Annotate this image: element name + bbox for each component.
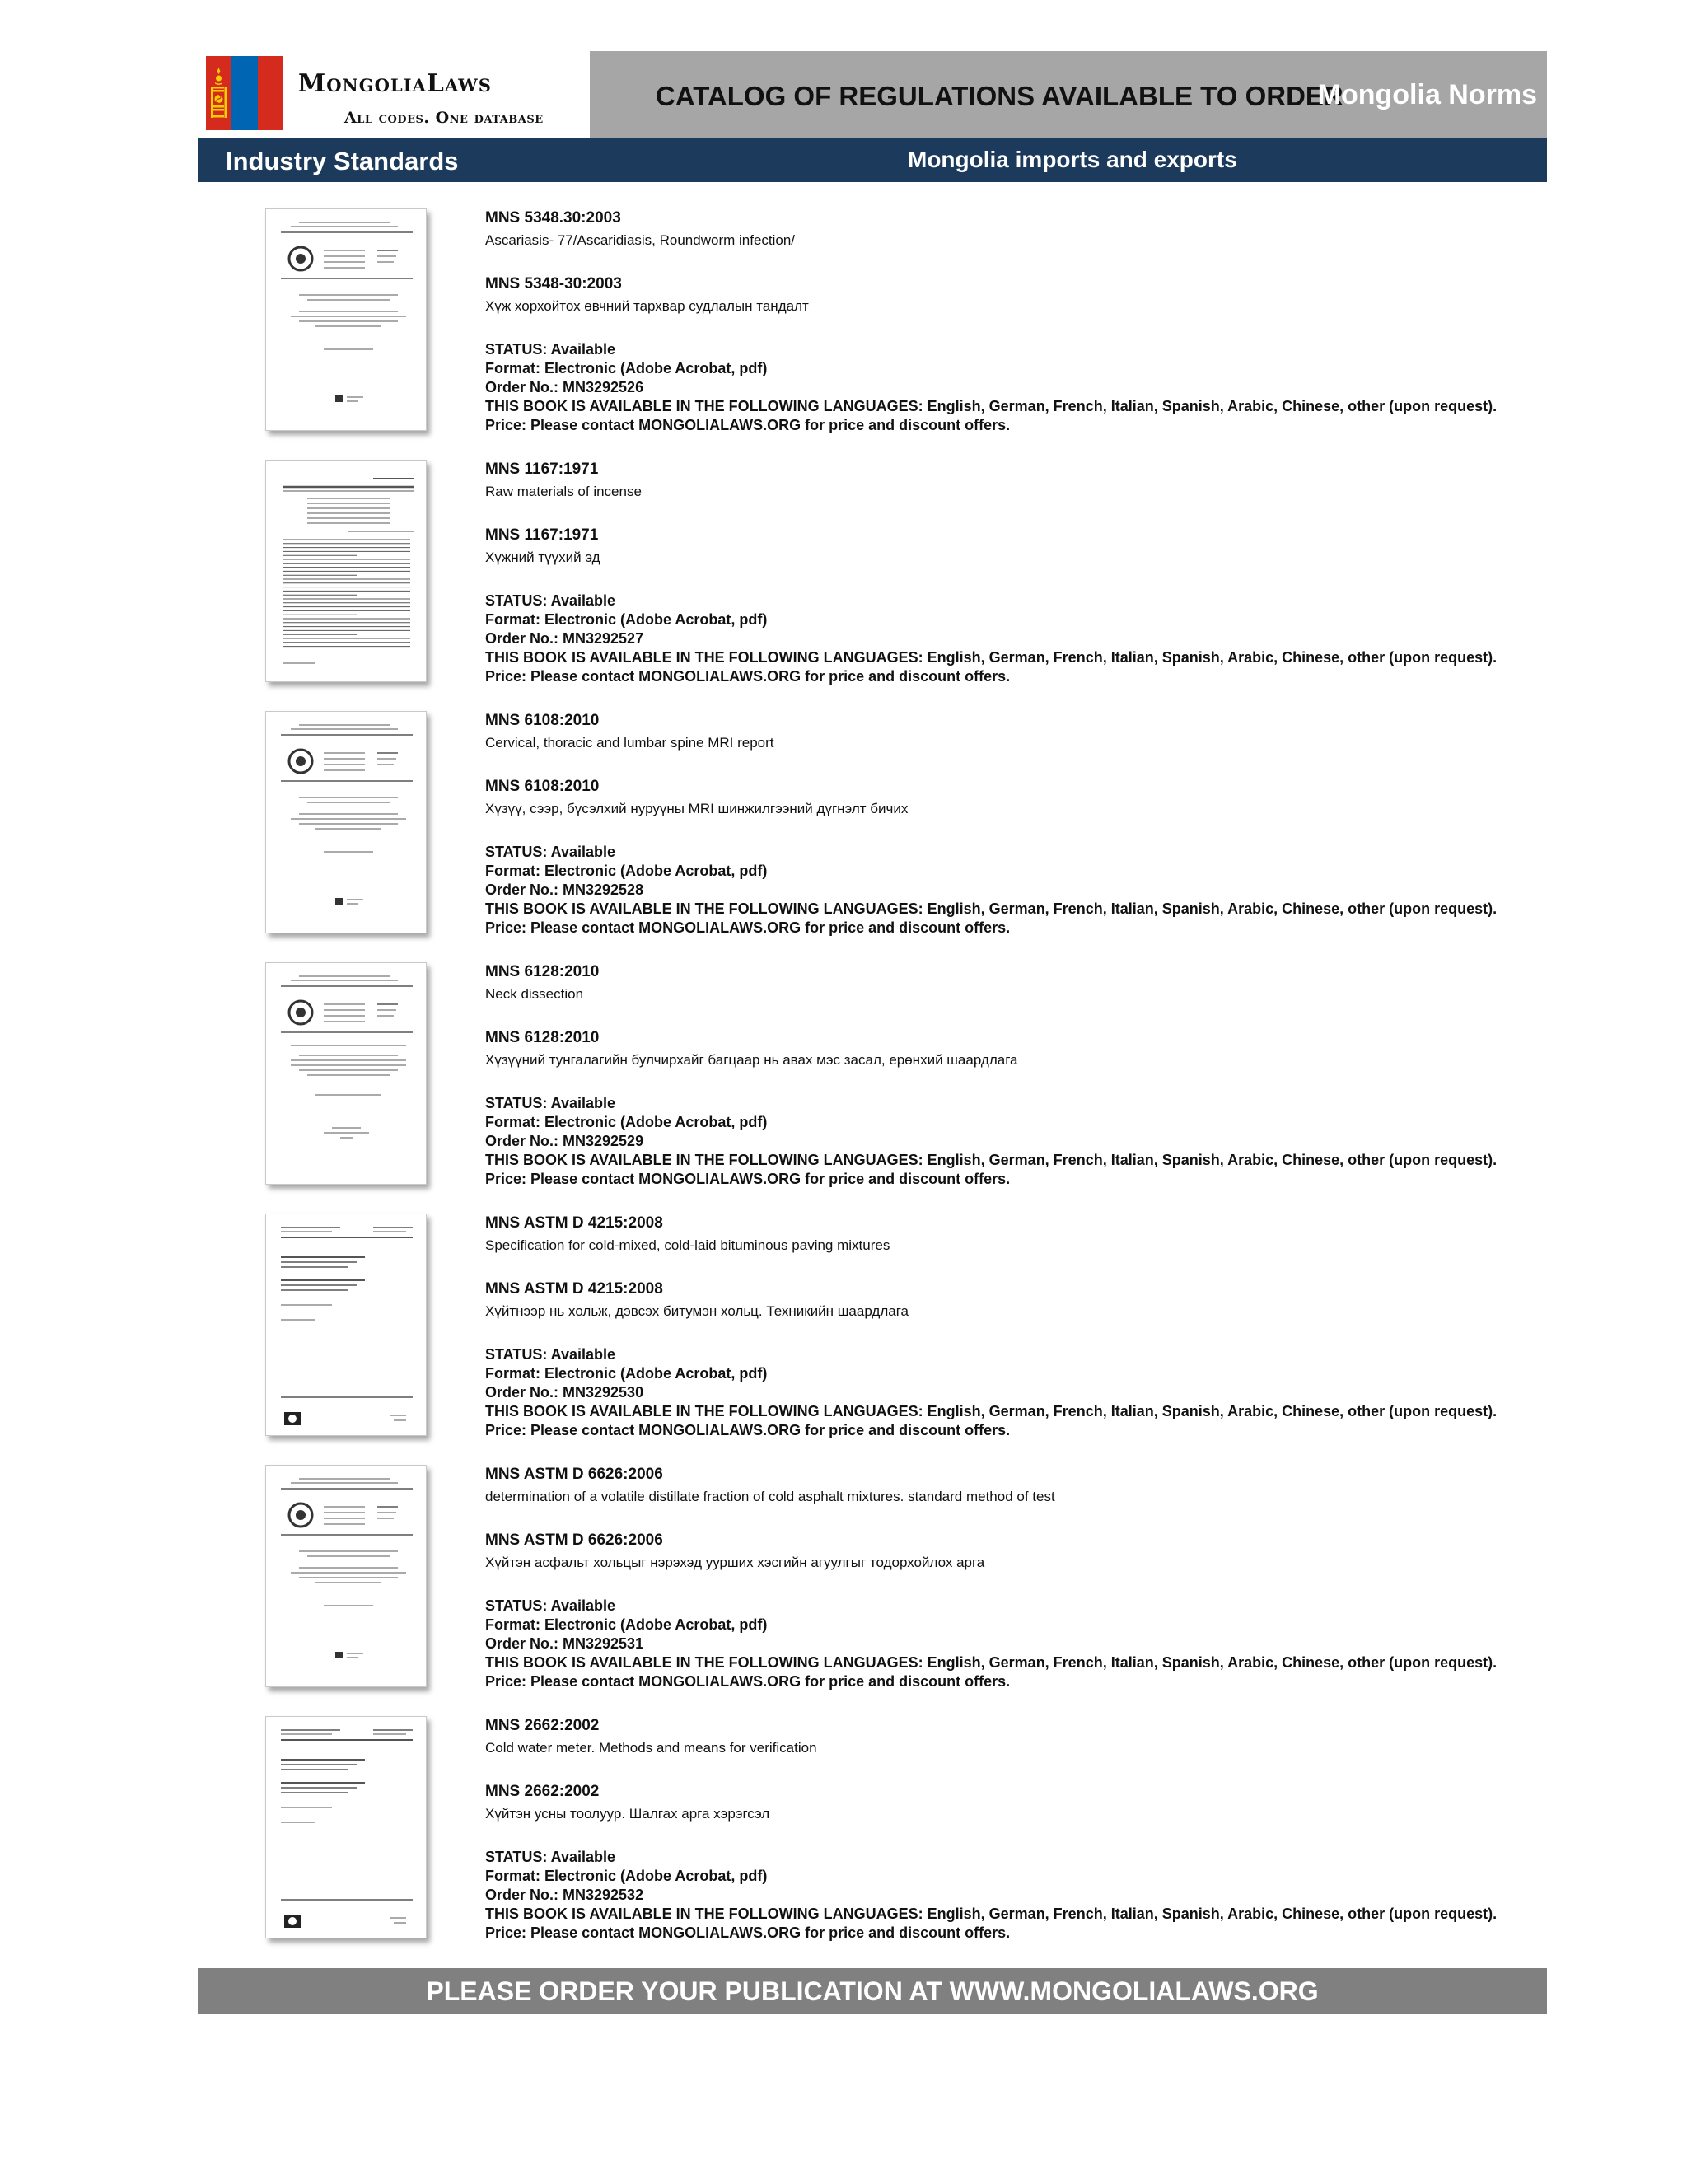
- standard-code-mn: MNS 5348-30:2003: [485, 275, 622, 292]
- standard-code-en[interactable]: MNS 5348.30:2003: [485, 209, 621, 227]
- entry-details: [485, 208, 1556, 435]
- price-text: Price: Please contact MONGOLIALAWS.ORG for price and discount offers.: [485, 1171, 1011, 1187]
- document-cover-thumbnail[interactable]: [265, 208, 427, 431]
- subsection-title: Mongolia imports and exports: [908, 147, 1237, 172]
- catalog-entry: [0, 1716, 1687, 1963]
- mongolia-flag-icon: [206, 56, 283, 130]
- standard-code-en[interactable]: MNS 2662:2002: [485, 1717, 600, 1734]
- format-text: Format: Electronic (Adobe Acrobat, pdf): [485, 1616, 768, 1633]
- standard-title-mn: Хүйтэн асфальт хольцыг нэрэхэд уурших хэсгийн агуулгыг тодорхойлох арга: [485, 1555, 985, 1570]
- languages-text: THIS BOOK IS AVAILABLE IN THE FOLLOWING LANGUAGES: English, German, French, Italian, Spanish, Arabic, Chinese, other (upon request).: [485, 398, 1498, 414]
- status-text: STATUS: Available: [485, 592, 616, 609]
- standard-code-en[interactable]: MNS 1167:1971: [485, 461, 599, 478]
- order-number: Order No.: MN3292530: [485, 1384, 644, 1401]
- entry-details: [485, 460, 1556, 686]
- price-text: Price: Please contact MONGOLIALAWS.ORG for price and discount offers.: [485, 919, 1011, 936]
- status-text: STATUS: Available: [485, 1849, 616, 1865]
- standard-code-en[interactable]: MNS ASTM D 4215:2008: [485, 1214, 663, 1232]
- document-cover-thumbnail[interactable]: [265, 1716, 427, 1938]
- order-number: Order No.: MN3292527: [485, 630, 644, 647]
- price-text: Price: Please contact MONGOLIALAWS.ORG for price and discount offers.: [485, 668, 1011, 685]
- catalog-entry: [0, 460, 1687, 707]
- standard-title-mn: Хүзүүний тунгалагийн булчирхайг багцаар нь авах мэс засал, ерөнхий шаардлага: [485, 1052, 1018, 1068]
- catalog-banner: [590, 51, 1547, 138]
- status-text: STATUS: Available: [485, 1346, 616, 1363]
- standard-title-en: Cervical, thoracic and lumbar spine MRI report: [485, 735, 774, 751]
- document-cover-thumbnail[interactable]: [265, 1214, 427, 1436]
- brand-name: MongoliaLaws: [298, 69, 492, 98]
- standard-title-mn: Хүзүү, сээр, бүсэлхий нуруүны MRI шинжилгээний дүгнэлт бичих: [485, 801, 909, 816]
- format-text: Format: Electronic (Adobe Acrobat, pdf): [485, 863, 768, 879]
- languages-text: THIS BOOK IS AVAILABLE IN THE FOLLOWING LANGUAGES: English, German, French, Italian, Spanish, Arabic, Chinese, other (upon request).: [485, 1403, 1498, 1419]
- order-number: Order No.: MN3292531: [485, 1635, 644, 1652]
- languages-text: THIS BOOK IS AVAILABLE IN THE FOLLOWING LANGUAGES: English, German, French, Italian, Spanish, Arabic, Chinese, other (upon request).: [485, 1152, 1498, 1168]
- document-cover-thumbnail[interactable]: [265, 711, 427, 933]
- status-text: STATUS: Available: [485, 1597, 616, 1614]
- standard-title-en: Neck dissection: [485, 986, 584, 1002]
- standard-code-en[interactable]: MNS 6128:2010: [485, 963, 600, 980]
- standard-title-en: Specification for cold-mixed, cold-laid bituminous paving mixtures: [485, 1237, 890, 1253]
- document-cover-thumbnail[interactable]: [265, 1465, 427, 1687]
- region-label: Mongolia Norms: [1317, 79, 1537, 110]
- standard-code-en[interactable]: MNS ASTM D 6626:2006: [485, 1466, 663, 1483]
- languages-text: THIS BOOK IS AVAILABLE IN THE FOLLOWING LANGUAGES: English, German, French, Italian, Spanish, Arabic, Chinese, other (upon request).: [485, 1906, 1498, 1922]
- soyombo-icon: [210, 68, 227, 119]
- order-number: Order No.: MN3292529: [485, 1133, 644, 1149]
- section-title: Industry Standards: [226, 147, 459, 175]
- entry-details: [485, 1716, 1556, 1943]
- format-text: Format: Electronic (Adobe Acrobat, pdf): [485, 611, 768, 628]
- price-text: Price: Please contact MONGOLIALAWS.ORG for price and discount offers.: [485, 1422, 1011, 1438]
- price-text: Price: Please contact MONGOLIALAWS.ORG for price and discount offers.: [485, 1673, 1011, 1690]
- section-bar: [198, 138, 1547, 182]
- format-text: Format: Electronic (Adobe Acrobat, pdf): [485, 1365, 768, 1382]
- standard-code-en[interactable]: MNS 6108:2010: [485, 712, 600, 729]
- catalog-entry: [0, 208, 1687, 456]
- document-cover-thumbnail[interactable]: [265, 460, 427, 682]
- languages-text: THIS BOOK IS AVAILABLE IN THE FOLLOWING LANGUAGES: English, German, French, Italian, Spanish, Arabic, Chinese, other (upon request).: [485, 900, 1498, 917]
- order-number: Order No.: MN3292526: [485, 379, 644, 395]
- standard-code-mn: MNS 6108:2010: [485, 778, 600, 795]
- entry-details: [485, 1214, 1556, 1440]
- status-text: STATUS: Available: [485, 844, 616, 860]
- order-number: Order No.: MN3292532: [485, 1887, 644, 1903]
- standard-code-mn: MNS ASTM D 6626:2006: [485, 1532, 663, 1549]
- status-text: STATUS: Available: [485, 341, 616, 358]
- standard-title-en: Cold water meter. Methods and means for verification: [485, 1740, 817, 1756]
- standard-code-mn: MNS 1167:1971: [485, 526, 599, 544]
- standard-code-mn: MNS ASTM D 4215:2008: [485, 1280, 663, 1298]
- catalog-entry: [0, 1465, 1687, 1712]
- catalog-entry: [0, 711, 1687, 958]
- standard-title-en: determination of a volatile distillate fraction of cold asphalt mixtures. standard method of test: [485, 1489, 1055, 1504]
- standard-title-mn: Хүжний түүхий эд: [485, 550, 600, 565]
- document-cover-thumbnail[interactable]: [265, 962, 427, 1185]
- price-text: Price: Please contact MONGOLIALAWS.ORG for price and discount offers.: [485, 417, 1011, 433]
- order-number: Order No.: MN3292528: [485, 882, 644, 898]
- catalog-title: CATALOG OF REGULATIONS AVAILABLE TO ORDER: [656, 81, 1344, 111]
- standard-title-mn: Хүйтнээр нь хольж, дэвсэх битумэн хольц. Техникийн шаардлага: [485, 1303, 909, 1319]
- catalog-entry: [0, 1214, 1687, 1461]
- brand-logo[interactable]: [198, 51, 590, 138]
- format-text: Format: Electronic (Adobe Acrobat, pdf): [485, 360, 768, 376]
- catalog-entry: [0, 962, 1687, 1209]
- standard-title-mn: Хүйтэн усны тоолуур. Шалгах арга хэрэгсэл: [485, 1806, 770, 1822]
- entry-details: [485, 962, 1556, 1189]
- standard-title-en: Ascariasis- 77/Ascaridiasis, Roundworm infection/: [485, 232, 796, 248]
- format-text: Format: Electronic (Adobe Acrobat, pdf): [485, 1868, 768, 1884]
- status-text: STATUS: Available: [485, 1095, 616, 1111]
- price-text: Price: Please contact MONGOLIALAWS.ORG for price and discount offers.: [485, 1924, 1011, 1941]
- order-footer-banner[interactable]: PLEASE ORDER YOUR PUBLICATION AT WWW.MONGOLIALAWS.ORG: [198, 1968, 1547, 2014]
- standard-title-en: Raw materials of incense: [485, 484, 642, 499]
- entry-details: [485, 711, 1556, 938]
- brand-tagline: All codes. One database: [344, 109, 544, 127]
- standard-title-mn: Хүж хорхойтох өвчний тархвар судлалын тандалт: [485, 298, 809, 314]
- languages-text: THIS BOOK IS AVAILABLE IN THE FOLLOWING LANGUAGES: English, German, French, Italian, Spanish, Arabic, Chinese, other (upon request).: [485, 649, 1498, 666]
- format-text: Format: Electronic (Adobe Acrobat, pdf): [485, 1114, 768, 1130]
- entry-details: [485, 1465, 1556, 1691]
- page-header: [198, 51, 1547, 138]
- standard-code-mn: MNS 6128:2010: [485, 1029, 600, 1046]
- standard-code-mn: MNS 2662:2002: [485, 1783, 600, 1800]
- languages-text: THIS BOOK IS AVAILABLE IN THE FOLLOWING LANGUAGES: English, German, French, Italian, Spanish, Arabic, Chinese, other (upon request).: [485, 1654, 1498, 1671]
